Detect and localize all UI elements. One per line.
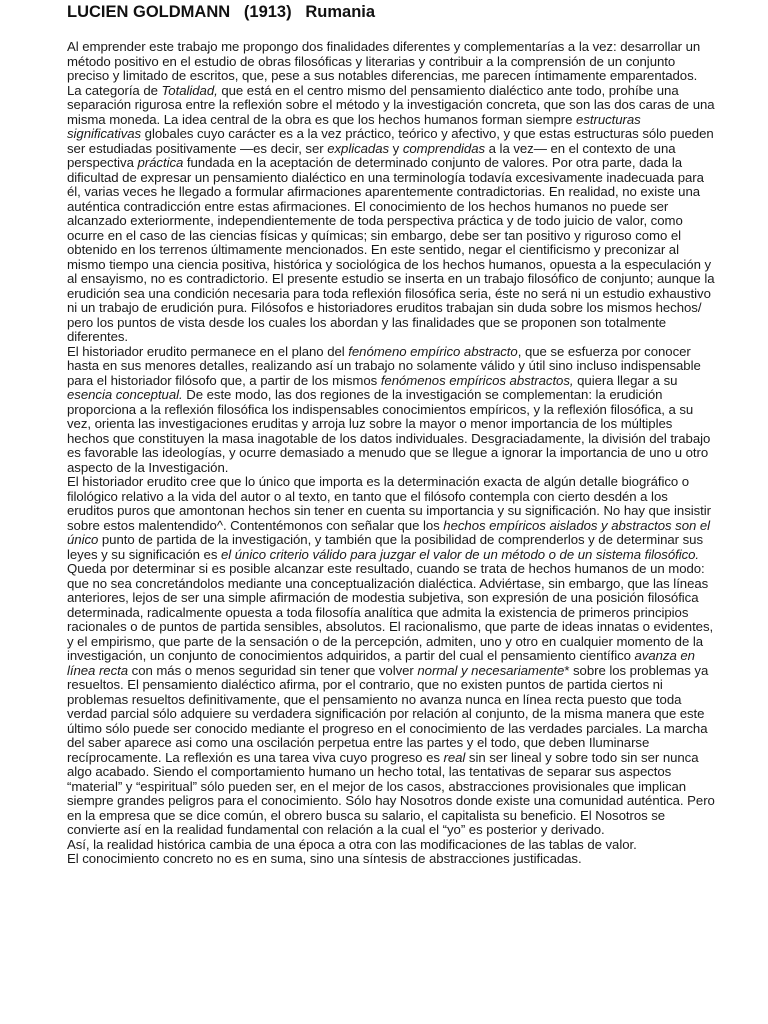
italic-text: esencia conceptual. bbox=[67, 387, 183, 402]
text-run: Así, la realidad histórica cambia de una época a otra con las modificaciones de las tablas de valor. bbox=[67, 836, 637, 852]
italic-text: real bbox=[443, 749, 466, 765]
italic-text: normal y necesariamente bbox=[417, 662, 565, 678]
text-run: que está en el centro mismo del pensamiento dialéctico ante todo, prohíbe una separación rigurosa entre la reflexión sobre el método y la investigación concreta, que son las dos caras de una misma moneda. La idea central de la obra es que los hechos humanos forman siempre bbox=[67, 82, 715, 127]
text-run: * sobre los problemas ya resueltos. El pensamiento dialéctico afirma, por el contrario, que no existen puntos de partida ciertos ni problemas resueltos definitivamente, que el pensamiento no avanza nunca en línea recta puesto que toda verdad parcial sólo adquiere su verdadera significación por relación al conjunto, de la misma manera que este último sólo puede ser conocido mediante el progreso en el conocimiento de las verdades parciales. La marcha del saber aparece asi como una oscilación perpetua entre las partes y el todo, que deben Iluminarse recíprocamente. La reflexión es una tarea viva cuyo progreso es bbox=[67, 662, 709, 765]
page-title: LUCIEN GOLDMANN (1913) Rumania bbox=[67, 3, 376, 21]
text-run: punto de partida de la investigación, y también que la posibilidad de comprenderlos y de determinar sus leyes y su significación es bbox=[67, 532, 704, 562]
italic-text: avanza en línea recta bbox=[67, 648, 695, 678]
text-run: , que se esfuerza por conocer hasta en sus menores detalles, realizando así un trabajo no solamente válido y útil sino incluso indispensable para el historiador filósofo que, a partir de los mismos bbox=[67, 343, 701, 388]
text-run: fundada en la aceptación de determinado conjunto de valores. Por otra parte, dada la dificultad de expresar un pensamiento dialéctico en una terminología todavía excesivamente inadecuada para él, varias veces he llegado a formular afirmaciones aparentemente contradictorias. En realidad, no existe una auténtica contradicción entre estas afirmaciones. El conocimiento de los hechos humanos no puede ser alcanzado exteriormente, independientemente de toda perspectiva práctica y de todo juicio de valor, como ocurre en el caso de las ciencias físicas y químicas; sin embargo, debe ser tan positivo y riguroso como el obtenido en los terrenos últimamente mencionados. En este sentido, negar el cientificismo y preconizar al mismo tiempo una ciencia positiva, histórica y sociológica de los hechos humanos, opuesta a la especulación y al ensayismo, no es contradictorio. El presente estudio se inserta en un trabajo filosófico de conjunto; aunque la erudición sea una condición necesaria para toda reflexión filosófica seria, éste no será ni un estudio exhaustivo ni un trabajo de erudición pura. Filósofos e historiadores eruditos trabajan sin duda sobre los mismos hechos/ pero los puntos de vista desde los cuales los abordan y las finalidades que se proponen son totalmente diferentes. bbox=[67, 155, 715, 344]
text-run: globales cuyo carácter es a la vez práctico, teórico y afectivo, y que estas estructuras sólo pueden ser estudiadas positivamente —es decir, ser bbox=[67, 126, 714, 156]
italic-text: hechos empíricos aislados y abstractos son el único bbox=[67, 517, 711, 547]
text-run: con más o menos seguridad sin tener que volver bbox=[128, 662, 418, 678]
italic-text: el único criterio válido para juzgar el valor de un método o de un sistema filosófico. bbox=[221, 546, 700, 562]
italic-text: explicadas bbox=[327, 140, 390, 156]
text-run: El conocimiento concreto no es en suma, sino una síntesis de abstracciones justificadas. bbox=[67, 851, 582, 866]
text-run: Al emprender este trabajo me propongo dos finalidades diferentes y complementarías a la vez: desarrollar un método positivo en el estudio de obras filosóficas y literarias y contribuir a la comprensión de un conjunto preciso y limitado de escritos, que, pese a sus notables diferencias, me parecen íntimamente emparentados. La categoría de bbox=[67, 39, 701, 98]
text-run: De este modo, las dos regiones de la investigación se complementan: la erudición proporciona a la reflexión filosófica los indispensables conocimientos empíricos, y la reflexión filosófica, a su vez, orienta las investigaciones eruditas y arroja luz sobre la mayor o menor importancia de los múltiples hechos que constituyen la masa inagotable de los datos individuales. Desgraciadamente, la división del trabajo es favorable las ideologías, y ocurre demasiado a menudo que se llegue a ignorar la importancia de uno u otro aspecto de la Investigación. bbox=[67, 387, 711, 475]
document-page bbox=[67, 0, 715, 867]
text-run: El historiador erudito permanece en el plano del bbox=[67, 343, 349, 359]
text-run: El historiador erudito cree que lo único que importa es la determinación exacta de algún detalle biográfico o filológico relativo a la vida del autor o al texto, en tanto que el filósofo contempla con cierto desdén a los eruditos puros que amontonan hechos sin tener en cuenta su importancia y su significación. No hay que insistir sobre estos malentendido^. Contentémonos con señalar que los bbox=[67, 474, 711, 533]
text-run: a la vez— en el contexto de una perspectiva bbox=[67, 140, 676, 170]
italic-text: comprendidas bbox=[402, 140, 486, 156]
paragraph bbox=[67, 345, 715, 476]
document-body bbox=[67, 40, 715, 867]
text-run: y bbox=[389, 140, 403, 156]
italic-text: fenómenos empíricos abstractos, bbox=[380, 372, 574, 388]
paragraph bbox=[67, 852, 715, 867]
paragraph bbox=[67, 40, 715, 345]
italic-text: estructuras significativas bbox=[67, 111, 641, 141]
text-run: Queda por determinar si es posible alcanzar este resultado, cuando se trata de hechos humanos de un modo: que no sea concretándolos mediante una conceptualización dialéctica. Adviértase, sin embargo, que las líneas anteriores, lejos de ser una simple afirmación de modestia subjetiva, son expresión de una posición filosófica determinada, radicalmente opuesta a toda filosofía analítica que admita la existencia de primeros principios racionales o de puntos de partida sensibles, absolutos. El racionalismo, que parte de ideas innatas o evidentes, y el empirismo, que parte de la sensación o de la percepción, admiten, uno y otro en cualquier momento de la investigación, un conjunto de conocimientos adquiridos, a partir del cual el pensamiento científico bbox=[67, 561, 714, 663]
italic-text: Totalidad, bbox=[161, 82, 218, 98]
text-run: quiera llegar a su bbox=[573, 372, 678, 388]
paragraph bbox=[67, 838, 715, 853]
text-run: sin ser lineal y sobre todo sin ser nunca algo acabado. Siendo el comportamiento humano un hecho total, las tentativas de separar sus aspectos “material” y “espiritual” sólo pueden ser, en el mejor de los casos, abstracciones provisionales que implican siempre grandes peligros para el conocimiento. Sólo hay Nosotros donde existe una comunidad auténtica. Pero en la empresa que se dice común, el obrero busca su salario, el capitalista su beneficio. El Nosotros se convierte así en la realidad fundamental con relación a la cual el “yo” es posterior y derivado. bbox=[67, 749, 715, 837]
italic-text: práctica bbox=[137, 155, 184, 170]
paragraph bbox=[67, 475, 715, 838]
italic-text: fenómeno empírico abstracto bbox=[348, 343, 518, 359]
